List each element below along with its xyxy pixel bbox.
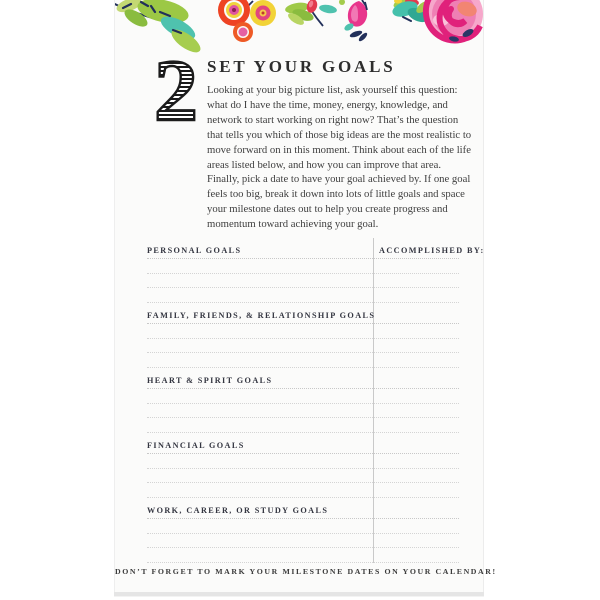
section-personal-goals xyxy=(147,238,485,303)
section-financial-goals xyxy=(147,433,459,498)
section-label: WORK, CAREER, OR STUDY GOALS xyxy=(147,506,329,515)
writing-line xyxy=(147,418,459,433)
footer-reminder-note: DON’T FORGET TO MARK YOUR MILESTONE DATES ON YOUR CALENDAR! xyxy=(115,567,497,576)
writing-line xyxy=(147,469,459,484)
step-number: 2 xyxy=(154,50,198,124)
writing-line xyxy=(147,404,459,419)
section-label: HEART & SPIRIT GOALS xyxy=(147,376,273,385)
writing-line xyxy=(147,353,459,368)
section-header xyxy=(147,238,485,259)
section-label: FINANCIAL GOALS xyxy=(147,441,245,450)
section-work-career-study-goals xyxy=(147,498,459,563)
writing-line xyxy=(147,324,459,339)
writing-line xyxy=(147,454,459,469)
writing-line xyxy=(147,288,459,303)
intro-paragraph: Looking at your big picture list, ask yourself this question: what do I have the time, money, energy, knowledge, and network to start working on right now? That’s the question that tells you which of those big ideas are the most realistic to move forward on in this moment. Think about each of the life areas listed below, and how you can improve that area. Finally, pick a date to have your goal achieved by. If one goal feels too big, break it down into lots of little goals and space your milestone dates out to help you create progress and momentum toward achieving your goal. xyxy=(207,84,472,231)
writing-line xyxy=(147,274,459,289)
goals-table xyxy=(147,238,485,563)
writing-line xyxy=(147,534,459,549)
writing-line xyxy=(147,259,459,274)
section-header xyxy=(147,368,459,389)
accomplished-by-label: ACCOMPLISHED BY: xyxy=(379,246,485,255)
rose-cluster xyxy=(390,0,483,43)
leaf-cluster-left xyxy=(115,0,204,56)
writing-line xyxy=(147,389,459,404)
section-heart-spirit-goals xyxy=(147,368,459,433)
section-label: PERSONAL GOALS xyxy=(147,246,242,255)
section-label: FAMILY, FRIENDS, & RELATIONSHIP GOALS xyxy=(147,311,376,320)
writing-line xyxy=(147,519,459,534)
writing-line xyxy=(147,339,459,354)
section-header xyxy=(147,498,459,519)
section-header xyxy=(147,303,459,324)
writing-line xyxy=(147,548,459,563)
page-bottom-edge xyxy=(114,592,484,597)
bud-sprig xyxy=(284,0,337,27)
pink-bud xyxy=(339,0,369,43)
page-title: SET YOUR GOALS xyxy=(207,57,396,76)
step-number-numeral xyxy=(142,50,210,124)
section-header xyxy=(147,433,459,454)
planner-page xyxy=(114,0,497,592)
section-family-friends-relationship-goals xyxy=(147,303,459,368)
poppy-flowers xyxy=(218,0,276,42)
writing-line xyxy=(147,483,459,498)
